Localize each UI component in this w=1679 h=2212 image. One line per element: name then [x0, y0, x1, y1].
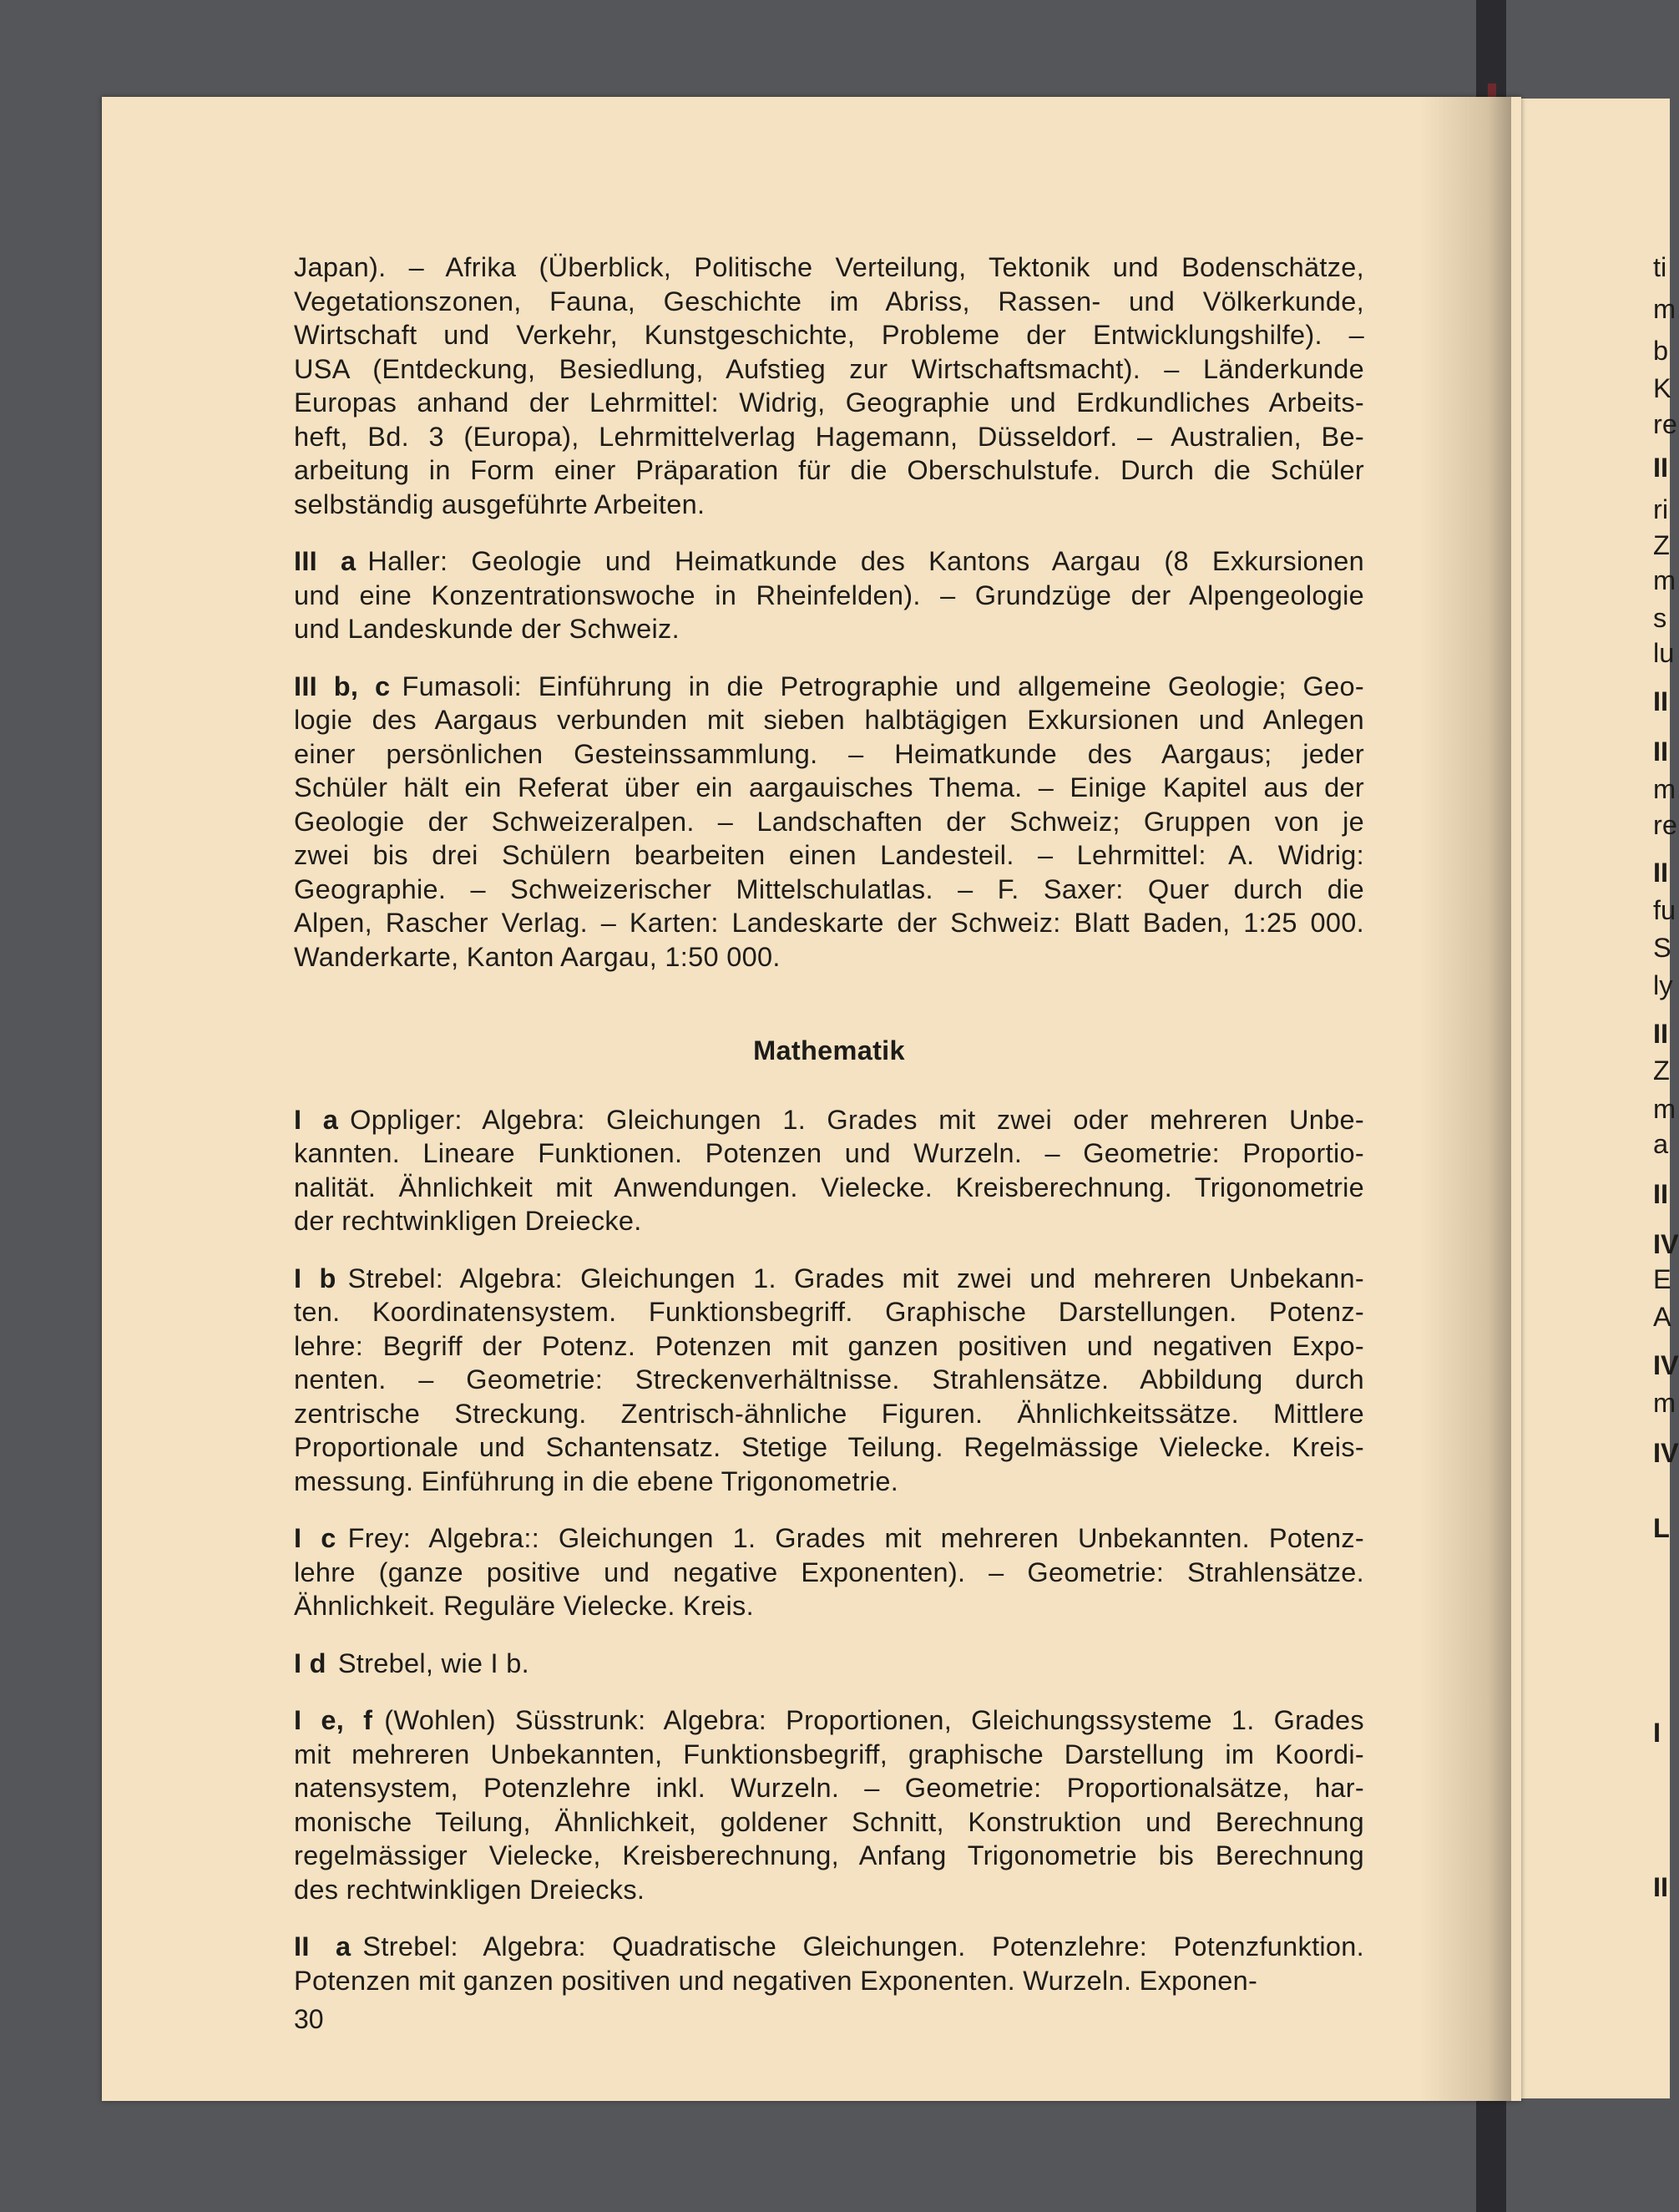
right-page-fragment: Z: [1653, 530, 1670, 560]
line-text: mit mehreren Unbekannten, Funktionsbegriff, graphische Darstellung im Koordi-: [294, 1739, 1364, 1769]
line-text: nalität. Ähnlichkeit mit Anwendungen. Vielecke. Kreisberechnung. Trigonometrie: [294, 1172, 1364, 1202]
paragraph: [294, 1703, 1364, 1906]
text-line: [294, 1805, 1364, 1840]
text-line: [294, 771, 1364, 805]
paragraph: [294, 1521, 1364, 1623]
line-text: Schüler hält ein Referat über ein aargauisches Thema. – Einige Kapitel aus der: [294, 772, 1364, 802]
right-page-fragment: IV: [1653, 1229, 1679, 1259]
right-page-fragment: ri: [1653, 494, 1669, 524]
paragraph: [294, 251, 1364, 521]
text-line: [294, 1839, 1364, 1873]
line-text: einer persönlichen Gesteinssammlung. – Heimatkunde des Aargaus; jeder: [294, 738, 1364, 769]
line-text: Fumasoli: Einführung in die Petrographie und allgemeine Geologie; Geo-: [402, 671, 1364, 701]
text-line: [294, 1647, 1364, 1681]
text-line: [294, 1204, 1364, 1238]
right-page-fragment: s: [1653, 603, 1667, 633]
right-page-fragment: b: [1653, 336, 1669, 366]
line-text: Europas anhand der Lehrmittel: Widrig, Geographie und Erdkundliches Arbeits-: [294, 387, 1364, 418]
text-line: [294, 1465, 1364, 1499]
line-text: selbständig ausgeführte Arbeiten.: [294, 488, 705, 519]
text-line: [294, 1771, 1364, 1805]
line-text: Strebel: Algebra: Gleichungen 1. Grades mit zwei und mehreren Unbekann-: [347, 1263, 1365, 1293]
text-line: [294, 940, 1364, 974]
paragraph: [294, 1262, 1364, 1499]
right-page-fragment: II: [1653, 686, 1669, 716]
line-text: Strebel, wie I b.: [337, 1648, 529, 1678]
class-label: I e, f: [294, 1705, 373, 1735]
page-text: [294, 251, 1364, 2021]
right-page-fragment: m: [1653, 774, 1676, 804]
line-text: und eine Konzentrationswoche in Rheinfelden). – Grundzüge der Alpengeologie: [294, 580, 1364, 610]
text-line: [294, 1873, 1364, 1907]
text-line: [294, 453, 1364, 488]
line-text: Strebel: Algebra: Quadratische Gleichungen. Potenzlehre: Potenzfunktion.: [362, 1931, 1364, 1961]
text-line: [294, 352, 1364, 387]
text-line: [294, 1930, 1364, 1964]
right-page-fragment: re: [1653, 810, 1677, 840]
line-text: Wirtschaft und Verkehr, Kunstgeschichte, Probleme der Entwicklungshilfe). –: [294, 320, 1364, 350]
right-page-fragment: II: [1653, 453, 1669, 483]
line-text: Proportionale und Schantensatz. Stetige Teilung. Regelmässige Vielecke. Kreis-: [294, 1432, 1364, 1462]
geography-section: [294, 251, 1364, 974]
right-page-fragment: m: [1653, 1094, 1676, 1124]
line-text: Ähnlichkeit. Reguläre Vielecke. Kreis.: [294, 1591, 754, 1621]
right-page-fragment: II: [1653, 1019, 1669, 1049]
page-number: 30: [294, 2004, 324, 2034]
right-page-fragment: a: [1653, 1129, 1669, 1159]
text-line: [294, 544, 1364, 579]
line-text: Geographie. – Schweizerischer Mittelschulatlas. – F. Saxer: Quer durch die: [294, 873, 1364, 904]
right-page-fragment: ly: [1653, 970, 1673, 1000]
mathematics-section: [294, 1103, 1364, 1998]
right-page-fragment: re: [1653, 409, 1677, 439]
line-text: der rechtwinkligen Dreiecke.: [294, 1206, 642, 1236]
text-line: [294, 386, 1364, 420]
line-text: Alpen, Rascher Verlag. – Karten: Landeskarte der Schweiz: Blatt Baden, 1:25 000.: [294, 908, 1364, 938]
line-text: Japan). – Afrika (Überblick, Politische Verteilung, Tektonik und Bodenschätze,: [294, 252, 1364, 282]
text-line: [294, 1136, 1364, 1171]
text-line: [294, 1363, 1364, 1397]
right-page-fragment: A: [1653, 1302, 1671, 1332]
line-text: des rechtwinkligen Dreiecks.: [294, 1874, 645, 1905]
paragraph: [294, 1647, 1364, 1681]
section-heading: Mathematik: [753, 1035, 905, 1066]
line-text: Potenzen mit ganzen positiven und negativen Exponenten. Wurzeln. Exponen-: [294, 1965, 1258, 1996]
text-line: [294, 1964, 1364, 1998]
line-text: arbeitung in Form einer Präparation für die Oberschulstufe. Durch die Schüler: [294, 455, 1364, 485]
class-label: III a: [294, 546, 357, 576]
paragraph: [294, 670, 1364, 974]
right-page-fragment: II: [1653, 1872, 1669, 1902]
right-page-fragment: m: [1653, 565, 1676, 595]
text-line: [294, 1556, 1364, 1590]
right-page-fragment: II: [1653, 858, 1669, 888]
text-line: [294, 737, 1364, 772]
text-line: [294, 318, 1364, 352]
class-label: I b: [294, 1263, 336, 1293]
line-text: natensystem, Potenzlehre inkl. Wurzeln. – Geometrie: Proportionalsätze, har-: [294, 1773, 1364, 1803]
line-text: und Landeskunde der Schweiz.: [294, 614, 680, 644]
line-text: zwei bis drei Schülern bearbeiten einen Landesteil. – Lehrmittel: A. Widrig:: [294, 840, 1364, 870]
text-line: [294, 873, 1364, 907]
text-line: [294, 1295, 1364, 1329]
text-line: [294, 612, 1364, 646]
right-page-fragment: m: [1653, 294, 1676, 324]
class-label: I c: [294, 1523, 336, 1553]
line-text: Frey: Algebra:: Gleichungen 1. Grades mit mehreren Unbekannten. Potenz-: [347, 1523, 1364, 1553]
class-label: I d: [294, 1648, 326, 1678]
text-line: [294, 670, 1364, 704]
line-text: monische Teilung, Ähnlichkeit, goldener Schnitt, Konstruktion und Berechnung: [294, 1806, 1364, 1837]
line-text: nenten. – Geometrie: Streckenverhältnisse. Strahlensätze. Abbildung durch: [294, 1364, 1364, 1395]
right-page-fragment: IV: [1653, 1350, 1679, 1380]
text-line: [294, 1103, 1364, 1137]
text-line: [294, 838, 1364, 873]
line-text: lehre: Begriff der Potenz. Potenzen mit ganzen positiven und negativen Expo-: [294, 1330, 1364, 1361]
right-page-fragment: ti: [1653, 252, 1667, 282]
text-line: [294, 1589, 1364, 1623]
text-line: [294, 488, 1364, 522]
right-page-fragment: K: [1653, 373, 1671, 403]
right-page-fragment: S: [1653, 933, 1671, 963]
paragraph: [294, 1103, 1364, 1238]
right-page-fragment: II: [1653, 736, 1669, 767]
class-label: II a: [294, 1931, 351, 1961]
right-page-fragment: lu: [1653, 638, 1675, 668]
line-text: heft, Bd. 3 (Europa), Lehrmittelverlag Hagemann, Düsseldorf. – Australien, Be-: [294, 421, 1364, 452]
right-page-fragment: II: [1653, 1179, 1669, 1209]
line-text: lehre (ganze positive und negative Exponenten). – Geometrie: Strahlensätze.: [294, 1556, 1364, 1587]
line-text: Geologie der Schweizeralpen. – Landschaften der Schweiz; Gruppen von je: [294, 806, 1364, 837]
text-line: [294, 1521, 1364, 1556]
text-line: [294, 1171, 1364, 1205]
class-label: III b, c: [294, 671, 391, 701]
line-text: USA (Entdeckung, Besiedlung, Aufstieg zur Wirtschaftsmacht). – Länderkunde: [294, 353, 1364, 384]
right-page-fragment: fu: [1653, 895, 1676, 925]
text-line: [294, 1262, 1364, 1296]
gutter-shadow: [1419, 97, 1511, 2101]
line-text: (Wohlen) Süsstrunk: Algebra: Proportionen, Gleichungssysteme 1. Grades: [384, 1705, 1364, 1735]
text-line: [294, 285, 1364, 319]
line-text: regelmässiger Vielecke, Kreisberechnung, Anfang Trigonometrie bis Berechnung: [294, 1840, 1364, 1870]
text-line: [294, 1397, 1364, 1431]
line-text: Oppliger: Algebra: Gleichungen 1. Grades mit zwei oder mehreren Unbe-: [350, 1104, 1364, 1135]
line-text: Wanderkarte, Kanton Aargau, 1:50 000.: [294, 941, 781, 972]
line-text: ten. Koordinatensystem. Funktionsbegriff. Graphische Darstellungen. Potenz-: [294, 1297, 1364, 1327]
line-text: logie des Aargaus verbunden mit sieben halbtägigen Exkursionen und Anlegen: [294, 705, 1364, 735]
line-text: Haller: Geologie und Heimatkunde des Kantons Aargau (8 Exkursionen: [367, 546, 1364, 576]
text-line: [294, 703, 1364, 737]
text-line: [294, 579, 1364, 613]
right-page-fragment: L: [1653, 1513, 1670, 1543]
text-line: [294, 906, 1364, 940]
text-line: [294, 1738, 1364, 1772]
right-page-fragment: I: [1653, 1718, 1661, 1748]
line-text: Vegetationszonen, Fauna, Geschichte im Abriss, Rassen- und Völkerkunde,: [294, 286, 1364, 316]
right-page: [1510, 99, 1673, 2098]
paragraph: [294, 1930, 1364, 1997]
line-text: zentrische Streckung. Zentrisch-ähnliche Figuren. Ähnlichkeitssätze. Mittlere: [294, 1398, 1364, 1429]
line-text: kannten. Lineare Funktionen. Potenzen und Wurzeln. – Geometrie: Proportio-: [294, 1138, 1364, 1168]
right-page-fragment: E: [1653, 1264, 1671, 1294]
text-line: [294, 1329, 1364, 1364]
paragraph: [294, 544, 1364, 646]
text-line: [294, 251, 1364, 285]
right-page-fragment: m: [1653, 1388, 1676, 1418]
line-text: messung. Einführung in die ebene Trigonometrie.: [294, 1465, 899, 1496]
text-line: [294, 420, 1364, 454]
text-line: [294, 1703, 1364, 1738]
text-line: [294, 1430, 1364, 1465]
right-page-fragment: Z: [1653, 1055, 1670, 1086]
class-label: I a: [294, 1104, 339, 1135]
right-page-fragment: IV: [1653, 1438, 1679, 1468]
text-line: [294, 805, 1364, 839]
